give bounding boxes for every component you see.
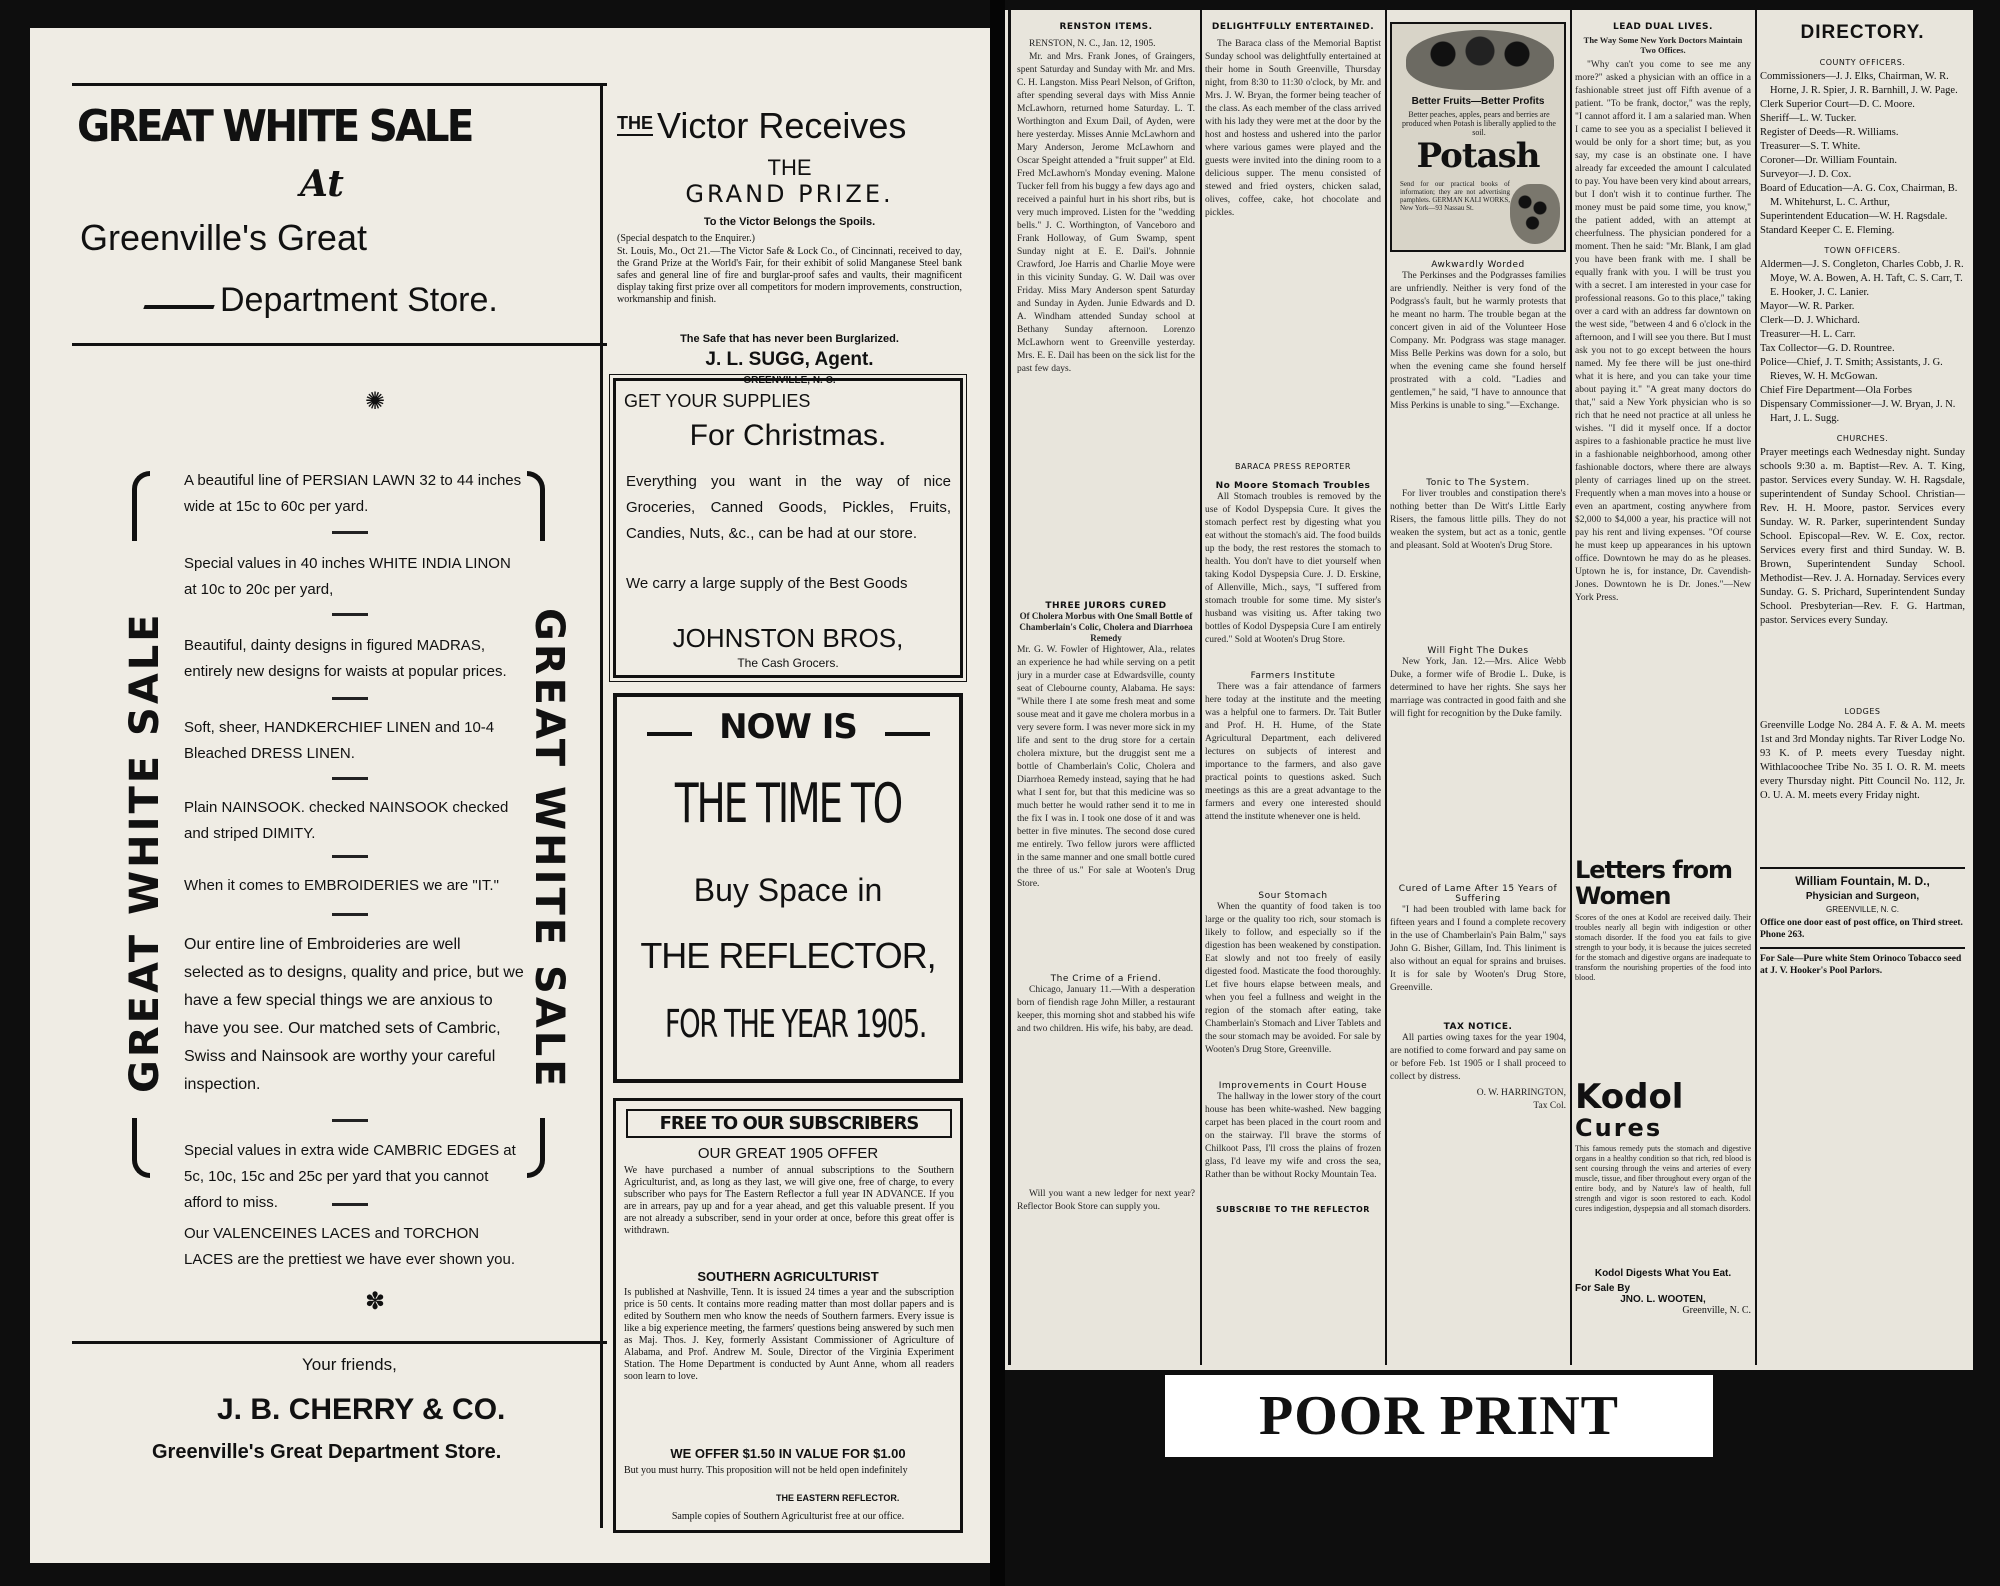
- jurors-body: Mr. G. W. Fowler of Hightower, Ala., relates an experience he had while serving on a petit jury in a murder case at Edwardsville, county seat of Clebourne county, Alabama. He says: "While there I ate some fresh meat and some souse meat and it gave me cholera morbus in a very severe form. I was never more sick in my life and sent to the drug store for a certain cholera mixture, but the druggist sent me a bottle of Chamberlain's Colic, Cholera and Diarrhoea Remedy instead, saying that he had what I sent for, but that this medicine was so much better he would rather send it to me in the fix I was in. I took one dose of it and was better in five minutes. The second dose cured me entirely. Two fellow jurors were afflicted in the same manner and one small bottle cured the three of us." For sale at Wooten's Drug Store.: [1017, 645, 1195, 889]
- left-newspaper-page: [30, 28, 990, 1563]
- kodol-seller-city: Greenville, N. C.: [1682, 1305, 1751, 1316]
- offer-hurry: But you must hurry. This proposition will not be held open indefinitely: [624, 1465, 908, 1476]
- doctor-card: [1760, 867, 1965, 941]
- ad-rule-3: [72, 1341, 607, 1344]
- dual-lives-body: "Why can't you come to see me any more?" asked a physician with an office in a fashionable street just off Fifth avenue of a patient. "To be frank, doctor," was the reply, "I cannot afford it. I am a salaried man. When I came to see you as a specialist I believed it would be only for a short time; but, as you say, my case is an obstinate one. I have already far exceeded the amount I calculated to pay. You have been very kind about arrears, but I don't wish it to continue further. The money must be paid some time, you know," the patient added, with an attempt at cheerfulness. The physician pondered for a moment. Then he said: "Mr. Blank, I am glad you have been frank with me. I shall be equally frank with you. I will be trust you with a secret. I am interested in your case for professional reasons. Go to this place," taking over a card with an address far downtown on the west side, "between 4 and 6 o'clock in the afternoon, and I will see you there. But I must ask you not to go except between the hours named. My fee there will be just one-third what it is here, and you can take your time about paying it." "A great many doctors do that," said a New York physician who is so rich that he need not practice at all unless he wishes. "I did it myself once. If a doctor aspires to a fashionable practice he must live in a fashionable neighborhood, among other fashionable doctors, where there are always plenty of carriages lined up on the street. Frequently when a man moves into a house or even an apartment, costing anywhere from $2,000 to $4,000 a year, his practice will not pay his rent and living expenses. "Of course he must keep up appearances in his uptown office. Downtown he may do as he pleases. Uptown he is, for instance, Dr. Cavendish-Jones. Downtown he is Dr. Jones."—New York Press.: [1575, 60, 1751, 603]
- column-rule: [1200, 10, 1202, 1365]
- tonic-head: Tonic to The System.: [1426, 478, 1530, 488]
- sour-stomach-head: Sour Stomach: [1258, 891, 1328, 901]
- crime-head: The Crime of a Friend.: [1050, 974, 1162, 984]
- victor-city: GREENVILLE, N. C.: [743, 375, 836, 386]
- item-divider: [332, 1203, 368, 1206]
- great-white-sale-ad: [72, 83, 607, 1533]
- doctor-city: GREENVILLE, N. C.: [1826, 905, 1899, 914]
- kodol-tag: Kodol Digests What You Eat.: [1594, 1268, 1732, 1279]
- right-dash-icon: [885, 732, 930, 736]
- directory-entry: Standard Keeper C. E. Fleming.: [1760, 225, 1895, 236]
- directory-entry: Sheriff—L. W. Tucker.: [1760, 113, 1857, 124]
- tonic-body: For liver troubles and constipation there's nothing better than De Witt's Little Early Risers, the famous little pills. They do not weaken the system, but act as a tonic, gentle and pleasant. Sold at Wooten's Drug Store.: [1390, 489, 1566, 551]
- tax-notice-head: TAX NOTICE.: [1443, 1022, 1513, 1032]
- court-house-body: The hallway in the lower story of the court house has been white-washed. New bagging carpet has been placed in the court room and on the stairway. I'll brave the storms of Chilkoot Pass, I'll cross the plains of frozen glass, I'd leave my wife and cross the sea, Rather than be without Rocky Mountain Tea.: [1205, 1092, 1381, 1180]
- item-divider: [332, 913, 368, 916]
- court-house-head: Improvements in Court House: [1218, 1081, 1368, 1091]
- offer-samples: Sample copies of Southern Agriculturist free at our office.: [671, 1511, 905, 1522]
- agriculturist-title: SOUTHERN AGRICULTURIST: [697, 1269, 879, 1284]
- item-divider: [332, 531, 368, 534]
- subscribers-body: We have purchased a number of annual subscriptions to the Southern Agriculturist, and, as long as they last, we will give one, free of charge, to every subscriber who pays for The Eastern Reflector a full year IN ADVANCE. If you are in arrears, pay up and for a year ahead, and get this valuable present. If you are not already a subscriber, send in your order at once, before this great offer is withdrawn.: [624, 1165, 954, 1236]
- directory-entry: Aldermen—J. S. Congleton, Charles Cobb, J. R. Moye, W. A. Bowen, A. H. Taft, C. S. Carr, T. E. Hooker, J. C. Lanier.: [1760, 259, 1964, 298]
- left-bracket-bottom-icon: [132, 1118, 150, 1178]
- offer-value: WE OFFER $1.50 IN VALUE FOR $1.00: [670, 1446, 906, 1461]
- doctor-name: William Fountain, M. D.,: [1795, 874, 1930, 888]
- directory-entry: Police—Chief, J. T. Smith; Assistants, J. G. Rieves, W. H. McGowan.: [1760, 357, 1943, 382]
- kodol-sale: For Sale By: [1575, 1283, 1631, 1294]
- side-banner-right: GREAT WHITE SALE: [526, 608, 572, 1090]
- potash-text2: Send for our practical books of information; they are not advertising pamphlets. GERMAN KALI WORKS, New York—93 Nassau St.: [1400, 180, 1510, 212]
- directory-entry: Register of Deeds—R. Williams.: [1760, 127, 1899, 138]
- directory-entry: Coroner—Dr. William Fountain.: [1760, 155, 1898, 166]
- ad-top-rule: [72, 83, 607, 86]
- column-5-directory: [1760, 22, 1965, 1362]
- farmers-institute-body: There was a fair attendance of farmers here today at the institute and the meeting was a helpful one to farmers. Dr. Tait Butler and Prof. H. H. Hume, of the State Agricultural Department, each delivered lectures on subjects of interest and importance to the farmers, and also gave practical points to questions asked. Such meetings as this are a great advantage to the farmers and every one interested should attend the institute whenever one is held.: [1205, 682, 1381, 822]
- column-rule: [1008, 10, 1011, 1365]
- entertained-head: DELIGHTFULLY ENTERTAINED.: [1211, 22, 1375, 32]
- sale-item: Special values in extra wide CAMBRIC EDGES at 5c, 10c, 15c and 25c per yard that you cannot afford to miss.: [184, 1142, 516, 1211]
- lame-head: Cured of Lame After 15 Years of Suffering: [1398, 884, 1558, 904]
- sale-store-line1: Greenville's Great: [80, 217, 367, 258]
- subscribers-headline: FREE TO OUR SUBSCRIBERS: [626, 1109, 952, 1138]
- tobacco-sale-note: For Sale—Pure white Stem Orinoco Tobacco seed at J. V. Hooker's Pool Parlors.: [1760, 947, 1965, 977]
- jurors-sub: Of Cholera Morbus with One Small Bottle of Chamberlain's Colic, Cholera and Diarrhoea Remedy: [1019, 611, 1193, 643]
- victor-the: THE: [617, 113, 653, 136]
- crime-body: Chicago, January 11.—With a desperation born of fiendish rage John Miller, a restaurant keeper, this morning shot and stabbed his wife and two children. His wife, his baby, are dead.: [1017, 985, 1195, 1034]
- fruit-basket-icon: [1406, 30, 1554, 90]
- victor-agent: J. L. SUGG, Agent.: [705, 349, 874, 370]
- directory-entry: Clerk—D. J. Whichard.: [1760, 315, 1860, 326]
- dual-lives-sub: The Way Some New York Doctors Maintain Two Offices.: [1583, 35, 1743, 55]
- farmers-institute-head: Farmers Institute: [1250, 671, 1336, 681]
- poor-print-label: [1165, 1375, 1713, 1457]
- item-divider: [332, 1119, 368, 1122]
- entertained-body: The Baraca class of the Memorial Baptist Sunday school was delightfully entertained at their home in South Greenville, Thursday night, from 8:30 to 11:30 o'clock, by Mr. and Mrs. J. W. Bryan, the former being teacher of the class. As each member of the class arrived with his lady they were met at the door by the host and hostess and ushered into the parlor where various games were played and the guests were invited into the dining room to a delicious supper. The menu consisted of stewed and fried oysters, chicken salad, olives, coffee, cake, hot chocolate and pickles.: [1205, 39, 1381, 218]
- sale-item: Plain NAINSOOK. checked NAINSOOK checked and striped DIMITY.: [184, 799, 509, 842]
- swash-dash-icon: [143, 305, 214, 309]
- directory-entry: Dispensary Commissioner—J. W. Bryan, J. N. Hart, J. L. Sugg.: [1760, 399, 1956, 424]
- directory-entry: Board of Education—A. G. Cox, Chairman, B. M. Whitehurst, L. C. Arthur,: [1760, 183, 1958, 208]
- subscribe-footer: SUBSCRIBE TO THE REFLECTOR: [1216, 1205, 1370, 1214]
- offer-paper: THE EASTERN REFLECTOR.: [776, 1493, 900, 1503]
- sale-item: Our VALENCEINES LACES and TORCHON LACES are the prettiest we have ever shown you.: [184, 1225, 516, 1268]
- sour-stomach-body: When the quantity of food taken is too large or the quality too rich, sour stomach is likely to follow, and especially so if the digestion has been weakened by constipation. Eat slowly and not too freely of easily digested food. Masticate the food thoroughly. Let five hours elapse between meals, and when you feel a fullness and weight in the region of the stomach after eating, take Chamberlain's Stomach and Liver Tablets and the sour stomach may be avoided. For sale by Wooten's Drug Store, Greenville.: [1205, 902, 1381, 1055]
- sale-headline: GREAT WHITE SALE: [77, 101, 472, 152]
- christmas-company: JOHNSTON BROS,: [672, 623, 904, 653]
- renston-items-head: RENSTON ITEMS.: [1059, 22, 1153, 32]
- tax-notice-title: Tax Col.: [1533, 1101, 1566, 1111]
- christmas-body2: We carry a large supply of the Best Goods: [626, 575, 908, 592]
- awkwardly-worded-body: The Perkinses and the Podgrasses families are unfriendly. Neither is very fond of the Podgrass's fault, but he warmly protests that he meant no harm. The trouble began at the concert given in aid of the Volunteer Hose Company. Mr. Podgrass was stage manager. Miss Belle Perkins was down for a solo, but when the evening came she found herself prostrated with a cold. "Ladies and gentlemen," he said, "I have to announce that Miss Perkins is unable to sing."—Exchange.: [1390, 271, 1566, 411]
- town-officers-head: TOWN OFFICERS.: [1824, 246, 1901, 255]
- your-friends: Your friends,: [302, 1355, 397, 1374]
- reflector-space-ad: [613, 693, 963, 1083]
- grapes-icon: [1510, 184, 1560, 244]
- county-officers-head: COUNTY OFFICERS.: [1819, 58, 1906, 67]
- potash-ad: [1390, 22, 1566, 252]
- column-1: [1017, 22, 1195, 1362]
- stomach-troubles-head: No Moore Stomach Troubles: [1215, 481, 1371, 491]
- renston-body: Mr. and Mrs. Frank Jones, of Graingers, spent Saturday and Sunday with Mr. and Mrs. C. H. Langston. Miss Pearl Nelson, of Grifton, after spending several days with Miss Annie McLawhorn, returned home Saturday. L. T. Worthington and Exum Dail, of Ayden, were here yesterday. Misses Annie McLawhorn and Mary Anderson, Jerome McLawhorn and Oscar Speight attended a "fruit supper" at Eld. Fred McLawhorn's Monday evening. Malone Tucker fell from his buggy a few days ago and received a painful hurt in his short ribs, but is very much improved. Listen for the "wedding bells." J. C. Worthington, of Vanceboro and Frank Holloway, of Gum Swamp, spent Sunday night at E. E. Dail's. Johnnie Crawford, Joe Harris and Charlie Moye were in this vicinity Sunday. G. W. Dail was over Friday. Miss Mary Anderson spent Saturday and Sunday in Ayden. Junie Edwards and D. A. Windham attended Sunday school at Bethany Sunday afternoon. Lorenzo McLawhorn went to Greenville yesterday. Mrs. E. E. Dail has been on the sick list for the past few days.: [1017, 52, 1195, 374]
- dual-lives-head: LEAD DUAL LIVES.: [1613, 22, 1713, 32]
- potash-text: Better peaches, apples, pears and berries are produced when Potash is liberally applied to the soil.: [1402, 110, 1556, 137]
- item-divider: [332, 613, 368, 616]
- directory-entry: Chief Fire Department—Ola Forbes: [1760, 385, 1912, 396]
- renston-dateline: RENSTON, N. C., Jan. 12, 1905.: [1029, 39, 1156, 49]
- sun-ornament-icon: ✺: [364, 387, 386, 415]
- tax-notice-sign: O. W. HARRINGTON,: [1476, 1088, 1566, 1098]
- column-3: [1390, 22, 1566, 1362]
- christmas-tag: The Cash Grocers.: [737, 656, 839, 670]
- free-subscribers-ad: [613, 1098, 963, 1533]
- lame-body: "I had been troubled with lame back for fifteen years and I found a complete recovery in the use of Chamberlain's Pain Balm," says John G. Bisher, Gillam, Ind. This liniment is also without an equal for sprains and bruises. It is for sale by Wooten's Drug Store, Greenville.: [1390, 905, 1566, 993]
- potash-top: Better Fruits—Better Profits: [1411, 96, 1545, 107]
- churches-list: Prayer meetings each Wednesday night. Sunday schools 9:30 a. m. Baptist—Rev. A. T. King, pastor. Services every Sunday. W. H. Ragsdale, superintendent of Sunday School. Christian—Rev. H. H. Moore, pastor. Services every Sunday. W. R. Parker, superintendent Sunday School. Episcopal—Rev. W. E. Cox, rector. Services every first and third Sunday. W. B. Brown, Superintendent Sunday School. Methodist—Rev. J. A. Hornaday. Services every Sunday. G. S. Prichard, Superintendent Sunday School. Presbyterian—Rev. F. G. Hartman, pastor. Services every Sunday.: [1760, 447, 1965, 626]
- doctor-office: Office one door east of post office, on Third street. Phone 263.: [1760, 918, 1963, 940]
- sale-item: A beautiful line of PERSIAN LAWN 32 to 44 inches wide at 15c to 60c per yard.: [184, 472, 522, 515]
- sale-item: Special values in 40 inches WHITE INDIA LINON at 10c to 20c per yard,: [184, 555, 511, 598]
- directory-entry: Surveyor—J. D. Cox.: [1760, 169, 1852, 180]
- christmas-line2: For Christmas.: [689, 419, 887, 452]
- directory-entry: Commissioners—J. J. Elks, Chairman, W. R. Horne, J. R. Spier, J. R. Barnhill, J. W. Page.: [1760, 71, 1958, 96]
- churches-head: CHURCHES.: [1836, 434, 1889, 443]
- cures-word: Cures: [1575, 1114, 1663, 1142]
- sale-item: Soft, sheer, HANDKERCHIEF LINEN and 10-4 Bleached DRESS LINEN.: [184, 719, 495, 762]
- bug-ornament-icon: ✽: [364, 1287, 386, 1315]
- column-rule: [1570, 10, 1572, 1365]
- victor-never: The Safe that has never been Burglarized.: [680, 333, 899, 345]
- fight-dukes-head: Will Fight The Dukes: [1427, 646, 1529, 656]
- kodol-seller: JNO. L. WOOTEN,: [1620, 1294, 1706, 1305]
- lodges-head: LODGES: [1844, 707, 1881, 716]
- baraca-sign: BARACA PRESS REPORTER: [1235, 462, 1351, 471]
- subscribers-offer: OUR GREAT 1905 OFFER: [697, 1145, 879, 1162]
- directory-entry: Superintendent Education—W. H. Ragsdale.: [1760, 211, 1948, 222]
- town-officers-list: [1760, 258, 1965, 426]
- victor-the2: THE: [767, 155, 812, 180]
- item-divider: [332, 697, 368, 700]
- ad-rule-2: [72, 343, 607, 346]
- company-tagline: Greenville's Great Department Store.: [152, 1441, 502, 1463]
- reflector-now: NOW IS: [719, 707, 857, 747]
- agriculturist-body: Is published at Nashville, Tenn. It is issued 24 times a year and the subscription price is 50 cents. It contains more reading matter than most dollar papers and is edited by Southern men who know the needs of Southern farmers. Every issue is like a big experience meeting, the farmers' questions being answered by such men as Maj. Thos. J. Key, formerly Assistant Commissioner of Agriculture of Alabama, and Prof. Andrew M. Soule, Director of the Virginia Experiment Station. The Home Department is conducted by Aunt Anne, whom all readers soon learn to love.: [624, 1287, 954, 1382]
- kodol-body: This famous remedy puts the stomach and digestive organs in a healthy condition so that rich, red blood is sent coursing through the veins and arteries of every muscle, tissue, and fiber throughout every organ of the entire body, and by Nature's law of health, full strength and vigor is soon restored to each. Kodol cures indigestion, dyspepsia and all stomach disorders.: [1575, 1144, 1751, 1213]
- christmas-body1: Everything you want in the way of nice Groceries, Canned Goods, Pickles, Fruits, Candies, Nuts, &c., can be had at our store.: [626, 473, 951, 542]
- lodges-list: Greenville Lodge No. 284 A. F. & A. M. meets 1st and 3rd Monday nights. Tar River Lodge No. 93 K. of P. meets every Tuesday night. Withlacoochee Tribe No. 35 I. O. R. M. meets every Thursday night. Pitt Council No. 112, Jr. O. U. A. M. meets every Friday night.: [1760, 720, 1965, 801]
- column-rule: [600, 83, 603, 1528]
- directory-head: DIRECTORY.: [1800, 22, 1925, 43]
- grand-prize: GRAND PRIZE.: [685, 180, 894, 208]
- kodol-word: Kodol: [1575, 1077, 1684, 1117]
- victor-body: St. Louis, Mo., Oct 21.—The Victor Safe & Lock Co., of Cincinnati, received to day, the Grand Prize at the World's Fair, for their exhibit of solid Manganese Steel bank safes and general line of fire and burglar-proof safes and vaults, their magnificent display taking first prize over all competitors for modern improvements, construction, workmanship and finish.: [617, 246, 962, 305]
- right-bracket-icon: [527, 471, 545, 541]
- doctor-title: Physician and Surgeon,: [1805, 891, 1920, 902]
- christmas-supplies-ad: [613, 378, 963, 678]
- item-divider: [332, 777, 368, 780]
- page-gutter: [990, 0, 1005, 1586]
- christmas-line1: GET YOUR SUPPLIES: [624, 391, 811, 411]
- directory-entry: Treasurer—H. L. Carr.: [1760, 329, 1856, 340]
- awkwardly-worded-head: Awkwardly Worded: [1431, 260, 1525, 270]
- left-bracket-icon: [132, 471, 150, 541]
- sale-item: Beautiful, dainty designs in figured MADRAS, entirely new designs for waists at popular prices.: [184, 637, 507, 680]
- sale-item: When it comes to EMBROIDERIES we are "IT.": [184, 877, 499, 894]
- tax-notice-body: All parties owing taxes for the year 1904, are notified to come forward and pay same on or before Feb. 1st 1905 or I shall proceed to collect by distress.: [1390, 1033, 1566, 1082]
- ledger-note: Will you want a new ledger for next year? Reflector Book Store can supply you.: [1017, 1189, 1195, 1212]
- sale-store-line2: Department Store.: [220, 281, 498, 319]
- right-newspaper-page: [1005, 10, 1973, 1370]
- jurors-head: THREE JURORS CURED: [1045, 601, 1167, 611]
- right-bracket-bottom-icon: [527, 1118, 545, 1178]
- directory-entry: Clerk Superior Court—D. C. Moore.: [1760, 99, 1915, 110]
- fight-dukes-body: New York, Jan. 12.—Mrs. Alice Webb Duke, a former wife of Brodie L. Duke, is determined to have her rights. She says her marriage was contracted in good faith and she will fight for recognition by the Duke family.: [1390, 657, 1566, 719]
- sale-at: At: [300, 163, 344, 205]
- column-rule: [1755, 10, 1757, 1365]
- victor-special: (Special despatch to the Enquirer.): [617, 233, 756, 244]
- company-name: J. B. CHERRY & CO.: [217, 1393, 506, 1426]
- victor-sub: To the Victor Belongs the Spoils.: [703, 216, 876, 228]
- reflector-buy: Buy Space in: [693, 872, 883, 908]
- directory-entry: Tax Collector—G. D. Rountree.: [1760, 343, 1895, 354]
- column-4: [1575, 22, 1751, 1362]
- stomach-troubles-body: All Stomach troubles is removed by the use of Kodol Dyspepsia Cure. It gives the stomach perfect rest by digesting what you eat without the stomach's aid. The food builds up the body, the rest restores the stomach to health. You don't have to diet yourself when taking Kodol Dyspepsia Cure. J. D. Erskine, of Allenville, Mich., says, "I suffered from stomach trouble for some time. My sister's husband was visiting us. After taking two bottles of Kodol Dyspepsia Cure I am entirely cured." Sold at Wooten's Drug Store.: [1205, 492, 1381, 645]
- item-divider: [332, 855, 368, 858]
- poor-print-text: POOR PRINT: [1259, 1385, 1619, 1447]
- victor-safe-ad: [612, 83, 967, 386]
- directory-entry: Mayor—W. R. Parker.: [1760, 301, 1855, 312]
- column-2: [1205, 22, 1381, 1362]
- county-officers-list: [1760, 70, 1965, 238]
- column-rule: [1385, 10, 1387, 1365]
- letters-body: Scores of the ones at Kodol are received daily. Their troubles nearly all begin with indigestion or other stomach disorder. If the food you eat fails to give strength to your body, it is because the juices secreted for the stomach and digestive organs are inadequate to transform the nourishing properties of the food into blood.: [1575, 913, 1751, 982]
- reflector-paper: THE REFLECTOR,: [640, 935, 936, 976]
- sale-item: Our entire line of Embroideries are well selected as to designs, quality and price, but we have a few special things we are anxious to have you see. Our matched sets of Cambric, Swiss and Nainsook are worthy your careful inspection.: [184, 936, 524, 1093]
- victor-headline: Victor Receives: [657, 105, 907, 146]
- potash-word: Potash: [1416, 136, 1540, 176]
- directory-entry: Treasurer—S. T. White.: [1760, 141, 1861, 152]
- side-banner-left: GREAT WHITE SALE: [122, 611, 168, 1093]
- reflector-year: FOR THE YEAR 1905.: [664, 1002, 926, 1046]
- reflector-time: THE TIME TO: [674, 772, 902, 835]
- letters-from-women: Letters from Women: [1575, 856, 1733, 910]
